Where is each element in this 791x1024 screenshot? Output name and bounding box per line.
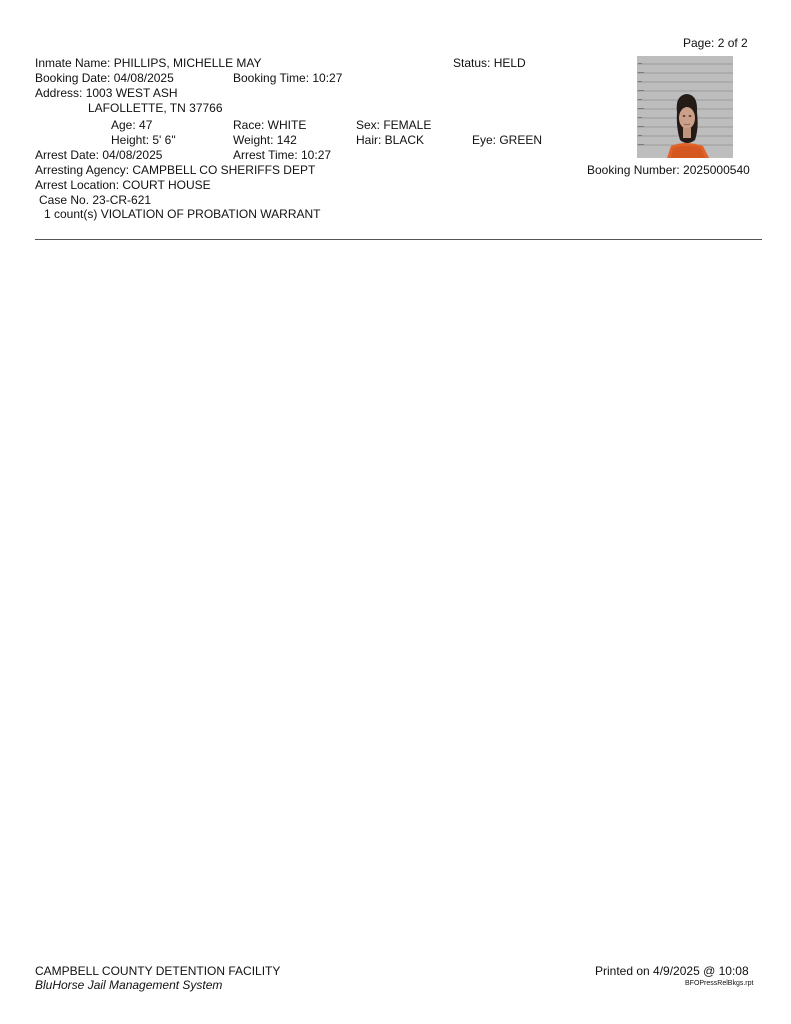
section-divider: [35, 239, 762, 240]
address-line-1: Address: 1003 WEST ASH: [35, 86, 178, 100]
footer-system: BluHorse Jail Management System: [35, 978, 223, 992]
age: Age: 47: [111, 118, 153, 132]
hair: Hair: BLACK: [356, 133, 425, 147]
eye: Eye: GREEN: [472, 133, 543, 147]
booking-date: Booking Date: 04/08/2025: [35, 71, 174, 85]
arrest-location: Arrest Location: COURT HOUSE: [35, 178, 211, 192]
mugshot-photo: [637, 56, 733, 158]
page-number: Page: 2 of 2: [683, 36, 748, 50]
status: Status: HELD: [453, 56, 526, 70]
sex: Sex: FEMALE: [356, 118, 432, 132]
inmate-name: Inmate Name: PHILLIPS, MICHELLE MAY: [35, 56, 262, 70]
arresting-agency: Arresting Agency: CAMPBELL CO SHERIFFS DEPT: [35, 163, 316, 177]
address-line-2: LAFOLLETTE, TN 37766: [88, 101, 223, 115]
arrest-date: Arrest Date: 04/08/2025: [35, 148, 163, 162]
footer-facility: CAMPBELL COUNTY DETENTION FACILITY: [35, 964, 281, 978]
booking-number: Booking Number: 2025000540: [587, 163, 750, 177]
booking-time: Booking Time: 10:27: [233, 71, 343, 85]
case-number: Case No. 23-CR-621: [39, 193, 152, 207]
height: Height: 5' 6": [111, 133, 176, 147]
charge: 1 count(s) VIOLATION OF PROBATION WARRANT: [44, 207, 321, 221]
weight: Weight: 142: [233, 133, 297, 147]
footer-report-file: BFOPressRelBkgs.rpt: [685, 980, 754, 987]
arrest-time: Arrest Time: 10:27: [233, 148, 332, 162]
footer-printed: Printed on 4/9/2025 @ 10:08: [595, 964, 749, 978]
race: Race: WHITE: [233, 118, 307, 132]
